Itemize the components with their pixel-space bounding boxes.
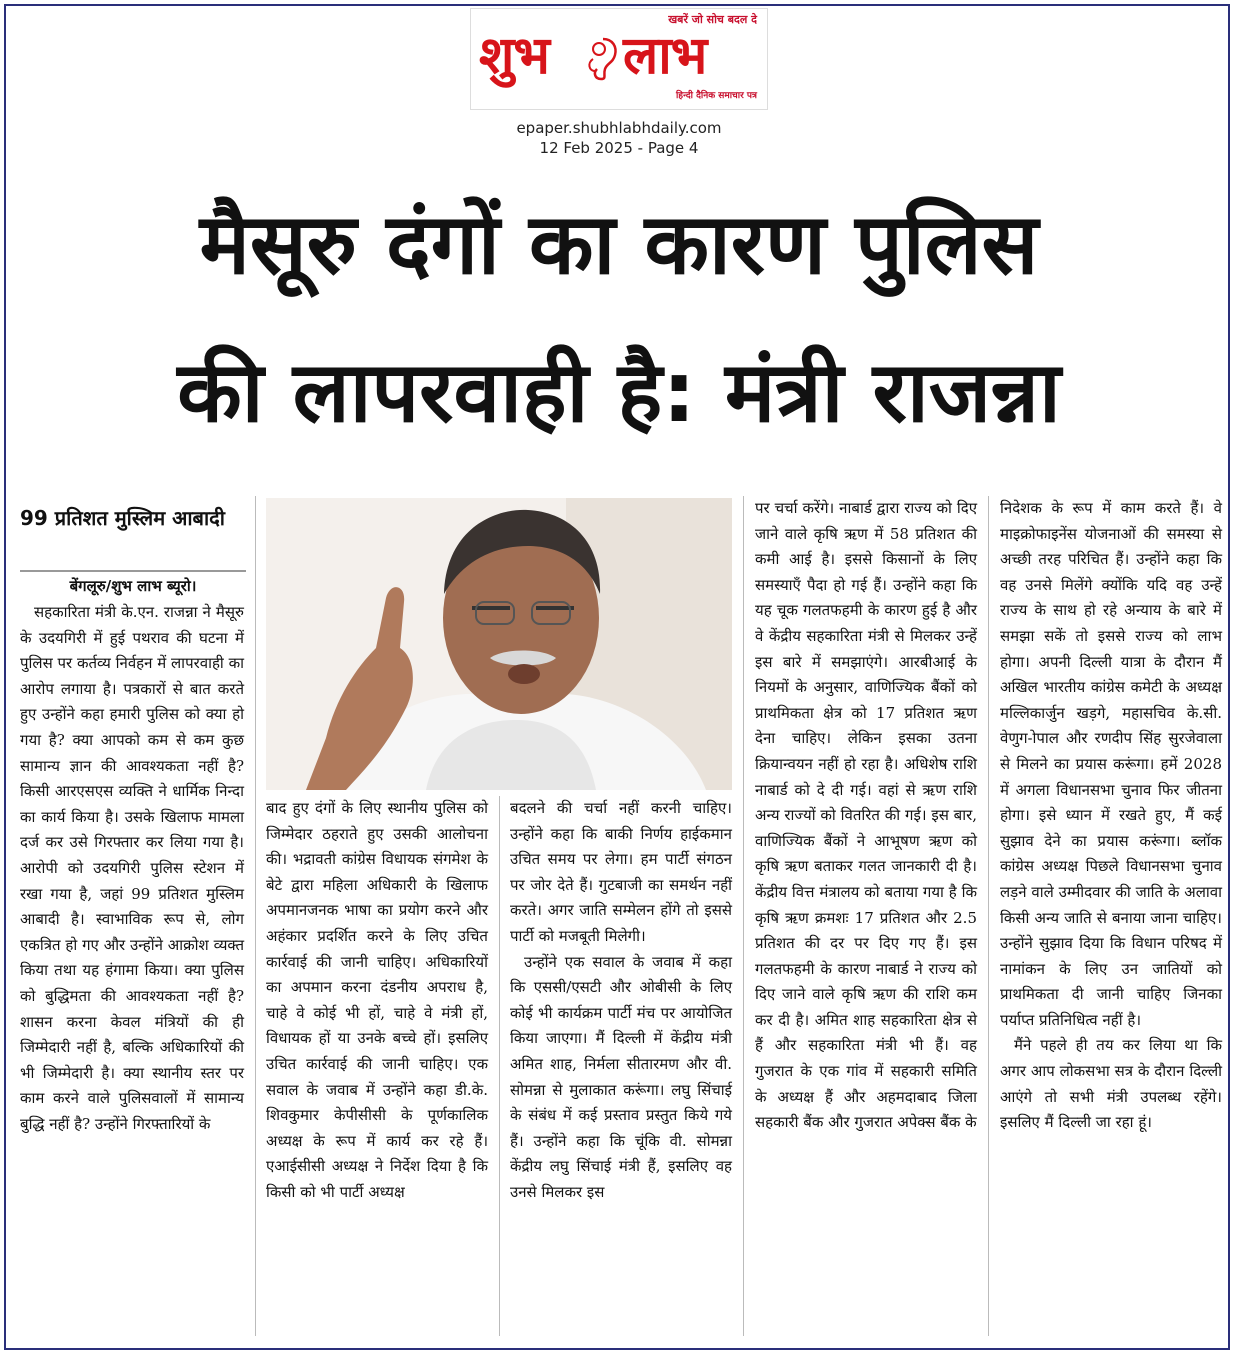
subheading-rule [20, 570, 246, 572]
article-column-4 [755, 496, 977, 1136]
subheading: 99 प्रतिशत मुस्लिम आबादी [20, 506, 225, 530]
column-divider [988, 496, 989, 1336]
article-column-3 [510, 796, 732, 1206]
photo-illustration [266, 498, 732, 790]
article-column-5 [1000, 496, 1222, 1136]
column-divider [255, 496, 256, 1336]
paragraph: बदलने की चर्चा नहीं करनी चाहिए। उन्होंने कहा कि बाकी निर्णय हाईकमान उचित समय पर लेगा। हम पार्टी संगठन पर जोर देते हैं। गुटबाजी का समर्थन नहीं करते। अगर जाति सम्मेलन होंगे तो इससे पार्टी को मजबूती मिलेगी। [510, 799, 732, 945]
headline-line-2: की लापरवाही है: मंत्री राजन्ना [177, 343, 1061, 441]
masthead-tagline: खबरें जो सोच बदल दे [668, 13, 757, 26]
minister-photo [266, 498, 732, 790]
logo-word-shubh: शुभ [479, 26, 549, 86]
column-divider [743, 496, 744, 1336]
edition-date: 12 Feb 2025 - Page 4 [539, 139, 699, 157]
masthead-subtitle: हिन्दी दैनिक समाचार पत्र [675, 91, 757, 101]
logo-word-labh: लाभ [623, 26, 707, 86]
headline-line-1: मैसूरु दंगों का कारण पुलिस [199, 195, 1039, 293]
masthead-logo[interactable] [470, 8, 768, 110]
byline: बेंगलूरु/शुभ लाभ ब्यूरो। [69, 577, 197, 595]
paragraph: निदेशक के रूप में काम करते हैं। वे माइक्रोफाइनेंस योजनाओं की समस्या से अच्छी तरह परिचित हैं। उन्होंने कहा कि वह उनसे मिलेंगे क्योंकि यदि वह उन्हें राज्य के साथ हो रहे अन्याय के बारे में समझा सकें तो इससे राज्य को लाभ होगा। अपनी दिल्ली यात्रा के दौरान मैं अखिल भारतीय कांग्रेस कमेटी के अध्यक्ष मल्लिकार्जुन खड़गे, महासचिव के.सी. वेणुग-ोपाल और रणदीप सिंह सुरजेवाला से मिलने का प्रयास करूंगा। हमें 2028 में अगला विधानसभा चुनाव फिर जीतना होगा। इसे ध्यान में रखते हुए, मैं कई सुझाव देने का प्रयास करूंगा। ब्लॉक कांग्रेस अध्यक्ष पिछले विधानसभा चुनाव लड़ने वाले उम्मीदवार की जाति के अलावा किसी अन्य जाति से बनाया जाना चाहिए। उन्होंने सुझाव दिया कि विधान परिषद में नामांकन के लिए उन जातियों को प्राथमिकता दी जानी चाहिए जिनका पर्याप्त प्रतिनिधित्व नहीं है। [1000, 499, 1222, 1029]
paragraph: उन्होंने एक सवाल के जवाब में कहा कि एससी/एसटी और ओबीसी के लिए कोई भी कार्यक्रम पार्टी मंच पर आयोजित किया जाएगा। मैं दिल्ली में केंद्रीय मंत्री अमित शाह, निर्मला सीतारमण और वी. सोमन्ना से मुलाकात करूंगा। लघु सिंचाई के संबंध में कई प्रस्ताव प्रस्तुत किये गये हैं। उन्होंने कहा कि चूंकि वी. सोमन्ना केंद्रीय लघु सिंचाई मंत्री हैं, इसलिए वह उनसे मिलकर इस [510, 952, 732, 1201]
article-column-1 [20, 600, 244, 1137]
paragraph: पर चर्चा करेंगे। नाबार्ड द्वारा राज्य को दिए जाने वाले कृषि ऋण में 58 प्रतिशत की कमी आई है। इससे किसानों के लिए समस्याएँ पैदा हो गई हैं। उन्होंने कहा कि यह चूक गलतफहमी के कारण हुई है और वे केंद्रीय सहकारिता मंत्री से मिलकर उन्हें इस बारे में समझाएंगे। आरबीआई के नियमों के अनुसार, वाणिज्यिक बैंकों को प्राथमिकता क्षेत्र को 17 प्रतिशत ऋण देना चाहिए। लेकिन इसका उतना क्रियान्वयन नहीं हो रहा है। अधिशेष राशि नाबार्ड को दे दी गई। वहां से ऋण राशि अन्य राज्यों को वितरित की गई। इस बार, वाणिज्यिक बैंकों ने आभूषण ऋण को कृषि ऋण बताकर गलत जानकारी दी है। केंद्रीय वित्त मंत्रालय को बताया गया है कि कृषि ऋण क्रमशः 17 प्रतिशत और 2.5 प्रतिशत की दर पर दिए गए हैं। इस गलतफहमी के कारण नाबार्ड ने राज्य को दिए जाने वाले कृषि ऋण की राशि कम कर दी है। अमित शाह सहकारिता क्षेत्र से हैं और सहकारिता मंत्री भी हैं। वह गुजरात के एक गांव में सहकारी समिति के अध्यक्ष हैं और अहमदाबाद जिला सहकारी बैंक और गुजरात अपेक्स बैंक के [755, 499, 977, 1132]
column-divider [499, 796, 500, 1336]
ganesha-icon [583, 33, 623, 83]
paragraph: सहकारिता मंत्री के.एन. राजन्ना ने मैसूरु के उदयगिरी में हुई पथराव की घटना में पुलिस पर कर्तव्य निर्वहन में लापरवाही का आरोप लगाया है। पत्रकारों से बात करते हुए उन्होंने कहा हमारी पुलिस को क्या हो गया है? क्या आपको कम से कम कुछ सामान्य ज्ञान की आवश्यकता नहीं है? किसी आरएसएस व्यक्ति ने धार्मिक निन्दा का कार्य किया है। उसके खिलाफ मामला दर्ज कर उसे गिरफ्तार कर लिया गया है। आरोपी को उदयगिरी पुलिस स्टेशन में रखा गया है, जहां 99 प्रतिशत मुस्लिम आबादी है। स्वाभाविक रूप से, लोग एकत्रित हो गए और उन्होंने आक्रोश व्यक्त किया तथा यह हंगामा किया। क्या पुलिस को बुद्धिमता की आवश्यकता नहीं है? शासन करना केवल मंत्रियों की ही जिम्मेदारी नहीं है, बल्कि अधिकारियों की भी जिम्मेदारी है। क्या स्थानीय स्तर पर काम करने वाले पुलिसवालों में सामान्य बुद्धि नहीं है? उन्होंने गिरफ्तारियों के [20, 603, 244, 1133]
paragraph: मैंने पहले ही तय कर लिया था कि अगर आप लोकसभा सत्र के दौरान दिल्ली आएंगे तो सभी मंत्री उपलब्ध रहेंगे। इसलिए मैं दिल्ली जा रहा हूं। [1000, 1036, 1222, 1132]
paragraph: बाद हुए दंगों के लिए स्थानीय पुलिस को जिम्मेदार ठहराते हुए उसकी आलोचना की। भद्रावती कांग्रेस विधायक संगमेश के बेटे द्वारा महिला अधिकारी के खिलाफ अपमानजनक भाषा का प्रयोग करने और अहंकार प्रदर्शित करने के लिए उचित कार्रवाई की जानी चाहिए। अधिकारियों का अपमान करना दंडनीय अपराध है, चाहे वे कोई भी हों, चाहे वे मंत्री हों, विधायक हों या उनके बच्चे हों। इसलिए उचित कार्रवाई की जानी चाहिए। एक सवाल के जवाब में उन्होंने कहा डी.के. शिवकुमार केपीसीसी के पूर्णकालिक अध्यक्ष के रूप में कार्य कर रहे हैं। एआईसीसी अध्यक्ष ने निर्देश दिया है कि किसी को भी पार्टी अध्यक्ष [266, 799, 488, 1201]
article-column-2 [266, 796, 488, 1206]
epaper-url: epaper.shubhlabhdaily.com [516, 119, 722, 137]
